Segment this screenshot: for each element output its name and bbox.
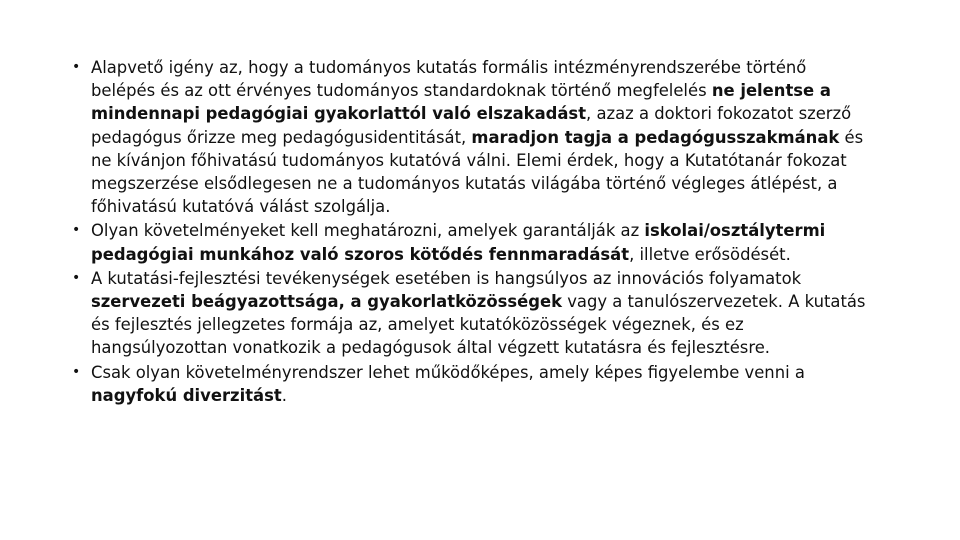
bullet-emphasis: iskolai/osztálytermi pedagógiai munkához való szoros kötődés fennmaradását	[91, 221, 826, 264]
bullet-item-4	[72, 361, 872, 407]
bullet-text-segment: Alapvető igény az, hogy a tudományos kutatás formális intézményrendszerébe történő belépés és az ott érvényes tudományos standardoknak történő megfelelés	[91, 58, 807, 101]
bullet-text-segment: Csak olyan követelményrendszer lehet működőképes, amely képes figyelembe venni a	[91, 362, 805, 382]
bullet-marker-icon: •	[72, 363, 81, 380]
bullet-text-segment: , azaz a doktori fokozatot szerző pedagógus őrizze meg pedagógusidentitását,	[91, 104, 852, 147]
bullet-emphasis: maradjon tagja a pedagógusszakmának	[471, 127, 840, 147]
bullet-list	[72, 56, 872, 407]
bullet-item-2	[72, 219, 872, 265]
bullet-emphasis: szervezeti beágyazottsága, a gyakorlatközösségek	[91, 292, 562, 312]
bullet-item-3	[72, 267, 872, 360]
bullet-text-segment: A kutatási-fejlesztési tevékenységek esetében is hangsúlyos az innovációs folyamatok	[91, 268, 802, 288]
bullet-emphasis: nagyfokú diverzitást	[91, 385, 282, 405]
bullet-text-segment: .	[281, 385, 287, 405]
bullet-text-segment: Olyan követelményeket kell meghatározni, amelyek garantálják az	[91, 221, 645, 241]
bullet-item-1	[72, 56, 872, 218]
bullet-emphasis: ne jelentse a mindennapi pedagógiai gyakorlattól való elszakadást	[91, 81, 831, 124]
bullet-text-segment: , illetve erősödését.	[629, 244, 791, 264]
bullet-marker-icon: •	[72, 222, 81, 239]
bullet-marker-icon: •	[72, 59, 81, 75]
bullet-text-segment: és ne kívánjon főhivatású tudományos kutatóvá válni. Elemi érdek, hogy a Kutatótanár fokozat megszerzése elsődlegesen ne a tudományos kutatás világába történő végleges átlépést, a főhivatású kutatóvá válást szolgálja.	[91, 127, 864, 217]
bullet-text-segment: vagy a tanulószervezetek. A kutatás és fejlesztés jellegzetes formája az, amelyet kutatóközösségek végeznek, és ez hangsúlyozottan vonatkozik a pedagógusok által végzett kutatásra és fejlesztésre.	[91, 292, 866, 358]
slide-content	[72, 56, 872, 408]
bullet-marker-icon: •	[72, 269, 81, 286]
